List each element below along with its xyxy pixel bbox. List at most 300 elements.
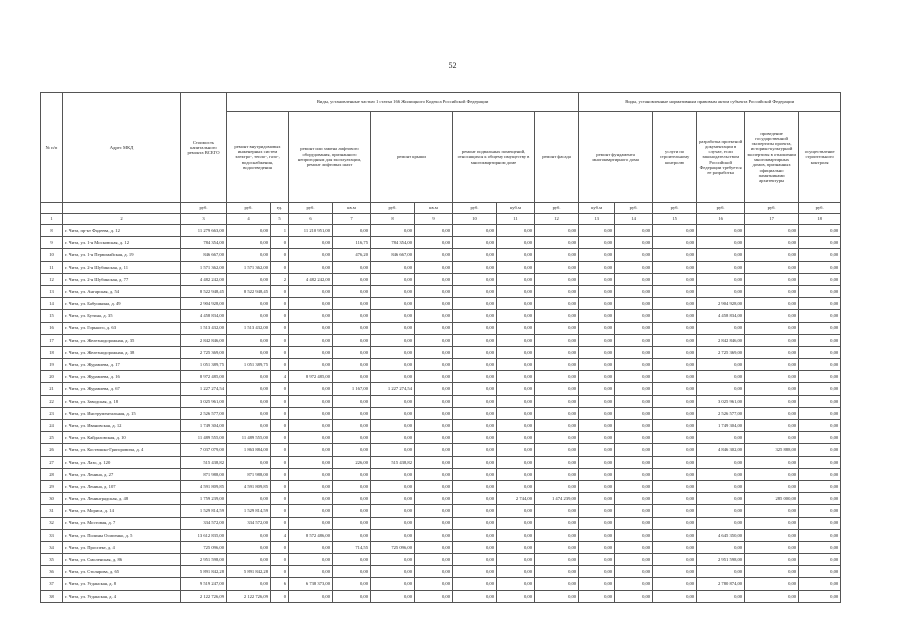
address-cell: г. Чита, ул. Ивановская, д. 12 [63, 420, 181, 432]
value-cell: 0,00 [415, 285, 453, 297]
value-cell: 0,00 [453, 225, 497, 237]
page-number: 52 [448, 61, 457, 70]
value-cell: 2 526 577,00 [181, 407, 227, 419]
value-cell: 0,00 [415, 298, 453, 310]
value-cell: 0,00 [745, 359, 799, 371]
value-cell: 0 [271, 261, 289, 273]
value-cell: 0,00 [799, 468, 841, 480]
value-cell: 1 529 814,59 [181, 505, 227, 517]
value-cell: 0,00 [535, 444, 579, 456]
value-cell: 0,00 [745, 590, 799, 602]
value-cell: 0,00 [535, 249, 579, 261]
value-cell: 0,00 [615, 285, 653, 297]
column-number-cell: 18 [799, 214, 841, 225]
unit-cell: руб. [615, 203, 653, 214]
value-cell: 0,00 [371, 298, 415, 310]
table-row [41, 383, 841, 395]
value-cell: 0,00 [799, 541, 841, 553]
value-cell: 0,00 [579, 420, 615, 432]
value-cell: 2 904 928,00 [181, 298, 227, 310]
row-number-cell: 11 [41, 261, 63, 273]
value-cell: 0,00 [535, 456, 579, 468]
value-cell: 846 667,00 [371, 249, 415, 261]
value-cell: 0,00 [697, 432, 745, 444]
value-cell: 0,00 [371, 468, 415, 480]
value-cell: 0,00 [697, 517, 745, 529]
value-cell: 0,00 [289, 493, 333, 505]
table-row [41, 468, 841, 480]
value-cell: 0 [271, 541, 289, 553]
value-cell: 0,00 [799, 456, 841, 468]
value-cell: 0 [271, 554, 289, 566]
value-cell: 0,00 [497, 432, 535, 444]
subheader-supervision: осуществление строительного контроля [799, 112, 841, 203]
value-cell: 0,00 [579, 310, 615, 322]
value-cell: 0,00 [227, 298, 271, 310]
value-cell: 0,00 [745, 407, 799, 419]
value-cell: 0,00 [653, 468, 697, 480]
value-cell: 0,00 [453, 322, 497, 334]
row-number-cell: 24 [41, 420, 63, 432]
table-row [41, 590, 841, 602]
value-cell: 0,00 [289, 566, 333, 578]
table-row [41, 493, 841, 505]
value-cell: 4 846 302,00 [697, 444, 745, 456]
column-number-cell: 17 [745, 214, 799, 225]
value-cell: 0,00 [799, 590, 841, 602]
value-cell: 1 227 274,54 [371, 383, 415, 395]
value-cell: 0,00 [415, 395, 453, 407]
value-cell: 0,00 [653, 420, 697, 432]
value-cell: 0,00 [615, 505, 653, 517]
value-cell: 0,00 [615, 590, 653, 602]
value-cell: 325 888,00 [745, 444, 799, 456]
value-cell: 0,00 [799, 346, 841, 358]
value-cell: 0,00 [497, 456, 535, 468]
value-cell: 476,20 [333, 249, 371, 261]
value-cell: 0,00 [745, 541, 799, 553]
value-cell: 0,00 [333, 566, 371, 578]
value-cell: 0,00 [579, 298, 615, 310]
value-cell: 0,00 [371, 493, 415, 505]
value-cell: 2 744,00 [497, 493, 535, 505]
value-cell: 0,00 [371, 444, 415, 456]
row-number-cell: 29 [41, 480, 63, 492]
value-cell: 0,00 [333, 468, 371, 480]
value-cell: 0,00 [579, 554, 615, 566]
value-cell: 0,00 [799, 505, 841, 517]
value-cell: 0,00 [653, 505, 697, 517]
value-cell: 0,00 [371, 505, 415, 517]
value-cell: 0,00 [697, 456, 745, 468]
unit-cell: кв.м [415, 203, 453, 214]
value-cell: 0,00 [799, 420, 841, 432]
value-cell: 0,00 [745, 261, 799, 273]
address-cell: г. Чита, ул. Столярова, д. 65 [63, 566, 181, 578]
value-cell: 0,00 [615, 517, 653, 529]
row-number-cell: 25 [41, 432, 63, 444]
value-cell: 0,00 [653, 529, 697, 541]
value-cell: 0,00 [415, 566, 453, 578]
value-cell: 0,00 [289, 432, 333, 444]
value-cell: 515 438,82 [181, 456, 227, 468]
value-cell: 0,00 [799, 444, 841, 456]
value-cell: 0,00 [453, 554, 497, 566]
table-row [41, 225, 841, 237]
value-cell: 0,00 [371, 529, 415, 541]
value-cell: 2 [271, 273, 289, 285]
value-cell: 1 529 814,59 [227, 505, 271, 517]
value-cell: 0,00 [227, 529, 271, 541]
value-cell: 0,00 [227, 493, 271, 505]
value-cell: 0,00 [415, 359, 453, 371]
value-cell: 0,00 [371, 261, 415, 273]
row-number-cell: 19 [41, 359, 63, 371]
row-number-cell: 9 [41, 237, 63, 249]
row-number-cell: 23 [41, 407, 63, 419]
address-cell: г. Чита, ул. Бабушкина, д. 49 [63, 298, 181, 310]
value-cell: 0,00 [653, 590, 697, 602]
value-cell: 0,00 [535, 505, 579, 517]
value-cell: 0 [271, 420, 289, 432]
value-cell: 0,00 [799, 432, 841, 444]
value-cell: 0,00 [289, 346, 333, 358]
value-cell: 0,00 [535, 590, 579, 602]
value-cell: 0,00 [371, 285, 415, 297]
value-cell: 0 [271, 432, 289, 444]
column-number-cell: 9 [415, 214, 453, 225]
value-cell: 0,00 [653, 237, 697, 249]
value-cell: 0,00 [415, 432, 453, 444]
value-cell: 0,00 [745, 383, 799, 395]
value-cell: 0,00 [289, 554, 333, 566]
value-cell: 0,00 [497, 273, 535, 285]
value-cell: 0,00 [453, 517, 497, 529]
row-number-cell: 16 [41, 322, 63, 334]
value-cell: 0,00 [615, 468, 653, 480]
value-cell: 0,00 [653, 383, 697, 395]
subheader-facade: ремонт фасада [535, 112, 579, 203]
value-cell: 0,00 [535, 322, 579, 334]
column-number-cell: 2 [63, 214, 181, 225]
value-cell: 0,00 [333, 432, 371, 444]
value-cell: 0 [271, 468, 289, 480]
value-cell: 0,00 [535, 334, 579, 346]
value-cell: 0,00 [535, 273, 579, 285]
value-cell: 4 591 809,85 [181, 480, 227, 492]
value-cell: 0,00 [289, 517, 333, 529]
value-cell: 0,00 [289, 359, 333, 371]
value-cell: 0,00 [799, 529, 841, 541]
table-row [41, 541, 841, 553]
value-cell: 0,00 [415, 493, 453, 505]
value-cell: 0,00 [653, 359, 697, 371]
value-cell: 11 279 663,00 [181, 225, 227, 237]
value-cell: 0,00 [615, 237, 653, 249]
table-row [41, 407, 841, 419]
subheader-construction-control: услуги по строительному контролю [653, 112, 697, 203]
unit-cell: куб.м [579, 203, 615, 214]
value-cell: 0,00 [497, 334, 535, 346]
table-row [41, 346, 841, 358]
column-number-cell: 4 [227, 214, 271, 225]
value-cell: 0,00 [697, 383, 745, 395]
row-number-cell: 32 [41, 517, 63, 529]
value-cell: 0,00 [615, 420, 653, 432]
value-cell: 0,00 [535, 261, 579, 273]
value-cell: 0,00 [289, 237, 333, 249]
value-cell: 0,00 [615, 298, 653, 310]
value-cell: 0,00 [227, 371, 271, 383]
value-cell: 0,00 [799, 407, 841, 419]
address-cell: г. Чита, ул. Заводская, д. 18 [63, 395, 181, 407]
row-number-cell: 26 [41, 444, 63, 456]
table-row [41, 456, 841, 468]
header-total: Стоимость капитального ремонта ВСЕГО [181, 93, 227, 203]
value-cell: 0,00 [579, 407, 615, 419]
value-cell: 0,00 [697, 505, 745, 517]
value-cell: 0,00 [497, 249, 535, 261]
value-cell: 1 749 304,00 [181, 420, 227, 432]
value-cell: 0,00 [745, 554, 799, 566]
row-number-cell: 38 [41, 590, 63, 602]
value-cell: 0 [271, 456, 289, 468]
value-cell: 1 513 432,00 [227, 322, 271, 334]
value-cell: 0,00 [289, 420, 333, 432]
value-cell: 0,00 [415, 383, 453, 395]
value-cell: 0,00 [745, 529, 799, 541]
unit-cell: кв.м [333, 203, 371, 214]
address-cell: г. Чита, ул. 2-я Шубинская, д. 11 [63, 261, 181, 273]
value-cell: 11 489 555,00 [181, 432, 227, 444]
value-cell: 226,00 [333, 456, 371, 468]
value-cell: 0,00 [697, 590, 745, 602]
value-cell: 0 [271, 310, 289, 322]
value-cell: 0,00 [799, 371, 841, 383]
value-cell: 0,00 [227, 237, 271, 249]
value-cell: 0,00 [333, 578, 371, 590]
unit-cell: куб.м [497, 203, 535, 214]
value-cell: 0,00 [697, 322, 745, 334]
value-cell: 0,00 [615, 444, 653, 456]
value-cell: 0,00 [615, 322, 653, 334]
value-cell: 0,00 [697, 480, 745, 492]
value-cell: 0,00 [799, 322, 841, 334]
row-number-cell: 17 [41, 334, 63, 346]
value-cell: 0,00 [227, 225, 271, 237]
unit-cell: ед. [271, 203, 289, 214]
row-number-cell: 20 [41, 371, 63, 383]
value-cell: 0,00 [415, 237, 453, 249]
value-cell: 0,00 [415, 420, 453, 432]
value-cell: 0,00 [579, 590, 615, 602]
column-number-cell: 14 [615, 214, 653, 225]
value-cell: 0 [271, 383, 289, 395]
value-cell: 0,00 [333, 517, 371, 529]
value-cell: 0,00 [289, 480, 333, 492]
value-cell: 0,00 [653, 261, 697, 273]
table-row [41, 298, 841, 310]
value-cell: 0,00 [745, 505, 799, 517]
value-cell: 0,00 [415, 261, 453, 273]
value-cell: 0,00 [697, 566, 745, 578]
value-cell: 0 [271, 237, 289, 249]
value-cell: 0,00 [333, 505, 371, 517]
value-cell: 0,00 [333, 346, 371, 358]
table-row [41, 566, 841, 578]
value-cell: 0,00 [453, 505, 497, 517]
value-cell: 0,00 [535, 554, 579, 566]
address-cell: г. Чита, ул. Журавлева, д. 16 [63, 371, 181, 383]
table-row [41, 261, 841, 273]
row-number-cell: 10 [41, 249, 63, 261]
value-cell: 0,00 [535, 310, 579, 322]
value-cell: 0,00 [497, 541, 535, 553]
column-number-cell: 3 [181, 214, 227, 225]
value-cell: 0,00 [615, 371, 653, 383]
value-cell: 1 051 389,75 [181, 359, 227, 371]
row-number-cell: 31 [41, 505, 63, 517]
value-cell: 0,00 [697, 285, 745, 297]
value-cell: 0,00 [371, 346, 415, 358]
value-cell: 0,00 [289, 505, 333, 517]
value-cell: 0,00 [799, 359, 841, 371]
value-cell: 0,00 [653, 480, 697, 492]
value-cell: 0,00 [653, 310, 697, 322]
value-cell: 0,00 [745, 225, 799, 237]
value-cell: 4 [271, 529, 289, 541]
value-cell: 0,00 [653, 346, 697, 358]
value-cell: 0,00 [497, 359, 535, 371]
value-cell: 0,00 [697, 249, 745, 261]
column-number-cell: 7 [333, 214, 371, 225]
value-cell: 334 572,00 [181, 517, 227, 529]
value-cell: 0,00 [535, 285, 579, 297]
value-cell: 0,00 [333, 298, 371, 310]
column-number-cell: 5 [271, 214, 289, 225]
value-cell: 0,00 [653, 554, 697, 566]
value-cell: 0,00 [653, 298, 697, 310]
value-cell: 0,00 [497, 480, 535, 492]
value-cell: 0,00 [453, 407, 497, 419]
address-cell: г. Чита, ул. Журавлева, д. 67 [63, 383, 181, 395]
capital-repair-table [40, 92, 841, 603]
value-cell: 1 863 884,00 [227, 444, 271, 456]
value-cell: 334 572,00 [227, 517, 271, 529]
value-cell: 116,75 [333, 237, 371, 249]
value-cell: 0,00 [453, 529, 497, 541]
value-cell: 0,00 [535, 420, 579, 432]
value-cell: 0,00 [333, 322, 371, 334]
value-cell: 0,00 [745, 420, 799, 432]
address-cell: г. Чита, ул. Ленина, д. 107 [63, 480, 181, 492]
value-cell: 4 458 834,00 [181, 310, 227, 322]
unit-cell: руб. [745, 203, 799, 214]
value-cell: 0,00 [333, 590, 371, 602]
value-cell: 0,00 [415, 310, 453, 322]
row-number-cell: 30 [41, 493, 63, 505]
value-cell: 0,00 [615, 346, 653, 358]
value-cell: 0,00 [579, 493, 615, 505]
value-cell: 0,00 [615, 261, 653, 273]
table-row [41, 505, 841, 517]
value-cell: 0,00 [799, 578, 841, 590]
address-cell: г. Чита, ул. Угданская, д. 4 [63, 590, 181, 602]
value-cell: 1 749 304,00 [697, 420, 745, 432]
value-cell: 0,00 [579, 359, 615, 371]
value-cell: 0,00 [535, 407, 579, 419]
row-number-cell: 12 [41, 273, 63, 285]
row-number-cell: 18 [41, 346, 63, 358]
value-cell: 0,00 [227, 310, 271, 322]
value-cell: 0 [271, 285, 289, 297]
value-cell: 0,00 [497, 346, 535, 358]
value-cell: 0,00 [745, 456, 799, 468]
unit-cell: руб. [799, 203, 841, 214]
value-cell: 0,00 [497, 285, 535, 297]
value-cell: 8 522 948,45 [227, 285, 271, 297]
value-cell: 0,00 [745, 578, 799, 590]
value-cell: 0,00 [453, 310, 497, 322]
value-cell: 0,00 [579, 505, 615, 517]
value-cell: 0,00 [745, 334, 799, 346]
value-cell: 0,00 [615, 310, 653, 322]
value-cell: 0,00 [415, 554, 453, 566]
value-cell: 0,00 [579, 371, 615, 383]
value-cell: 0,00 [653, 395, 697, 407]
address-cell: г. Чита, пр-кт Фадеева, д. 12 [63, 225, 181, 237]
value-cell: 0,00 [497, 261, 535, 273]
row-number-cell: 28 [41, 468, 63, 480]
value-cell: 0,00 [579, 249, 615, 261]
value-cell: 0,00 [799, 554, 841, 566]
subheader-engineering: ремонт внутридомовых инженерных систем электро-, тепло-, газо-, водоснабжения, водоотведения [227, 112, 289, 203]
value-cell: 0,00 [615, 249, 653, 261]
value-cell: 0,00 [615, 493, 653, 505]
column-number-cell: 6 [289, 214, 333, 225]
value-cell: 0,00 [653, 322, 697, 334]
value-cell: 0,00 [535, 225, 579, 237]
value-cell: 0,00 [227, 456, 271, 468]
value-cell: 3 025 961,00 [697, 395, 745, 407]
value-cell: 0 [271, 444, 289, 456]
value-cell: 2 526 577,00 [697, 407, 745, 419]
value-cell: 0,00 [579, 346, 615, 358]
value-cell: 2 725 369,00 [697, 346, 745, 358]
value-cell: 0,00 [579, 285, 615, 297]
value-cell: 0,00 [289, 383, 333, 395]
value-cell: 0,00 [535, 541, 579, 553]
value-cell: 0,00 [799, 225, 841, 237]
value-cell: 0,00 [453, 590, 497, 602]
value-cell: 0,00 [333, 480, 371, 492]
value-cell: 0,00 [289, 322, 333, 334]
address-cell: г. Чита, ул. Смоленская, д. 86 [63, 554, 181, 566]
row-number-cell: 34 [41, 541, 63, 553]
unit-cell: руб. [181, 203, 227, 214]
value-cell: 0,00 [697, 371, 745, 383]
value-cell: 0,00 [371, 371, 415, 383]
table-row [41, 359, 841, 371]
table-row [41, 420, 841, 432]
value-cell: 0,00 [653, 456, 697, 468]
value-cell: 0,00 [289, 590, 333, 602]
value-cell: 0,00 [289, 261, 333, 273]
column-number-cell: 15 [653, 214, 697, 225]
value-cell: 0,00 [653, 225, 697, 237]
value-cell: 0,00 [415, 371, 453, 383]
value-cell: 0,00 [579, 225, 615, 237]
